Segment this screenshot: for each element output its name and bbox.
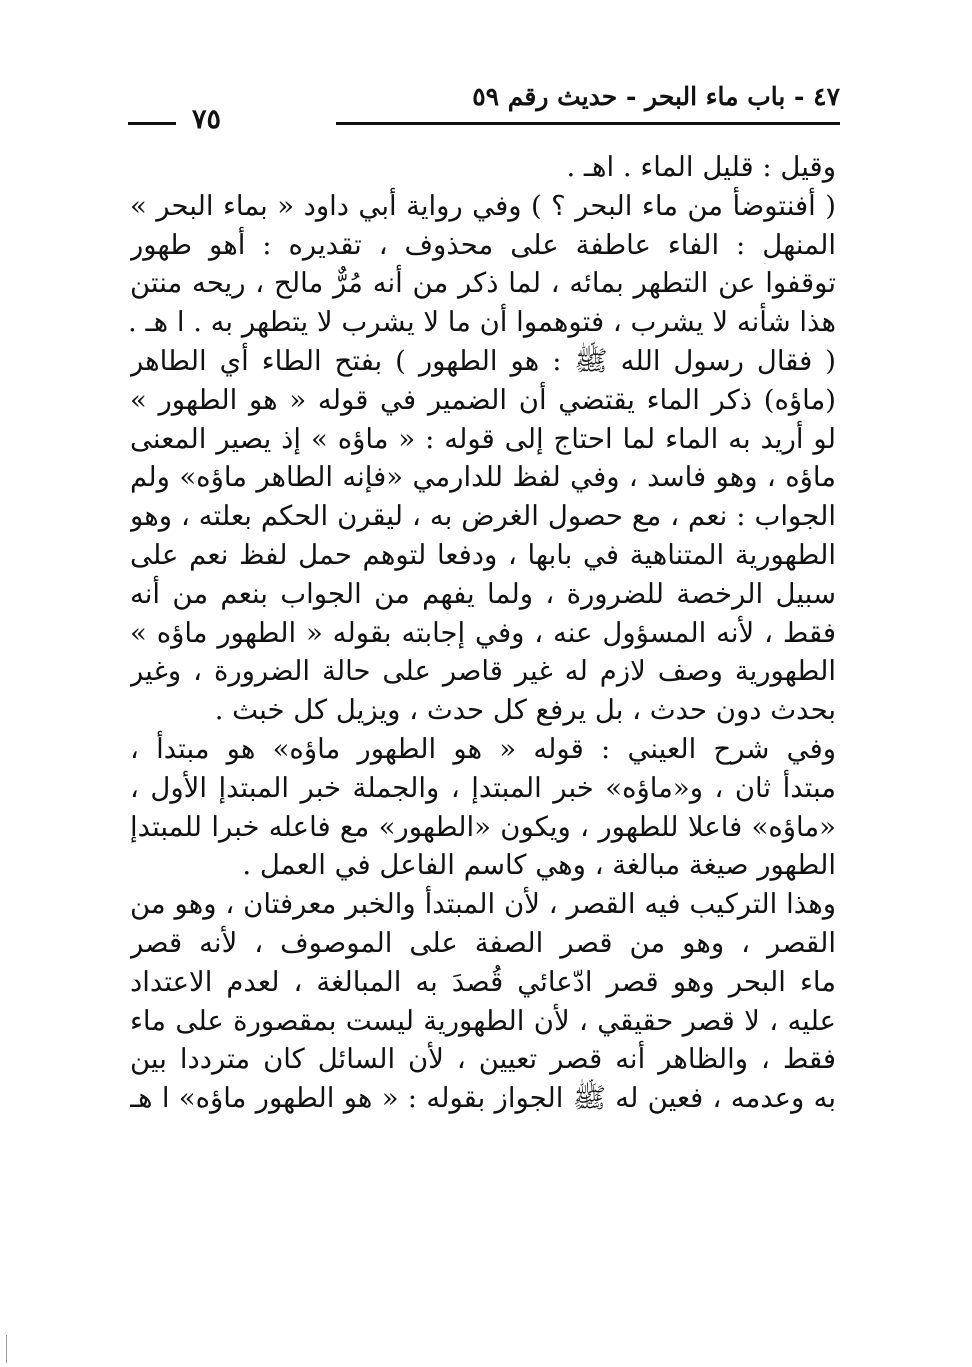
text-line: المنهل : الفاء عاطفة على محذوف ، تقديره : أهو طهور: [130, 228, 836, 261]
text-line: ( أفنتوضأ من ماء البحر ؟ ) وفي رواية أبي داود « بماء البحر »: [130, 189, 836, 222]
page-number: ٧٥: [192, 104, 222, 135]
text-line: فقط ، والظاهر أنه قصر تعيين ، لأن السائل كان مترددا بين: [130, 1043, 836, 1076]
scan-edge-mark: [6, 1335, 7, 1363]
text-line: ماء البحر وهو قصر ادّعائي قُصدَ به المبالغة ، لعدم الاعتداد: [130, 965, 836, 998]
text-line: بحدث دون حدث ، بل يرفع كل حدث ، ويزيل كل خبث .: [214, 694, 836, 727]
text-line: ( فقال رسول الله ﷺ : هو الطهور ) بفتح الطاء أي الطاهر: [130, 344, 836, 377]
text-line: (ماؤه) ذكر الماء يقتضي أن الضمير في قوله « هو الطهور »: [130, 383, 836, 416]
text-line: لو أريد به الماء لما احتاج إلى قوله : « ماؤه » إذ يصير المعنى: [130, 422, 836, 455]
text-line: «ماؤه» فاعلا للطهور ، ويكون «الطهور» مع فاعله خبرا للمبتدإ: [130, 810, 836, 843]
text-line: عليه ، لا قصر حقيقي ، لأن الطهورية ليست بمقصورة على ماء: [130, 1004, 836, 1037]
text-line: الطهور صيغة مبالغة ، وهي كاسم الفاعل في العمل .: [242, 849, 836, 882]
text-line: الطهورية المتناهية في بابها ، ودفعا لتوهم حمل لفظ نعم على: [130, 538, 836, 571]
text-line: الطهورية وصف لازم له غير قاصر على حالة الضرورة ، وغير: [130, 655, 836, 688]
running-title: ٤٧ - باب ماء البحر - حديث رقم ٥٩: [472, 82, 840, 111]
text-line: توقفوا عن التطهر بمائه ، لما ذكر من أنه مُرٌّ مالح ، ريحه منتن: [130, 267, 836, 300]
text-line: القصر ، وهو من قصر الصفة على الموصوف ، لأنه قصر: [130, 926, 836, 959]
text-line: ماؤه ، وهو فاسد ، وفي لفظ للدارمي «فإنه الطاهر ماؤه» ولم: [130, 461, 836, 494]
header-rule: [336, 122, 840, 125]
text-line: وفي شرح العيني : قوله « هو الطهور ماؤه» هو مبتدأ ،: [130, 732, 836, 765]
text-line: سبيل الرخصة للضرورة ، ولما يفهم من الجواب بنعم من أنه: [130, 577, 836, 610]
text-line: به وعدمه ، فعين له ﷺ الجواز بقوله : « هو الطهور ماؤه» ا هـ: [130, 1082, 836, 1115]
page-header: [128, 82, 840, 134]
text-line: وقيل : قليل الماء . اهـ .: [566, 151, 836, 183]
text-line: فقط ، لأنه المسؤول عنه ، وفي إجابته بقوله « الطهور ماؤه »: [130, 616, 836, 649]
text-line: مبتدأ ثان ، و«ماؤه» خبر المبتدإ ، والجملة خبر المبتدإ الأول ،: [130, 771, 836, 804]
text-line: وهذا التركيب فيه القصر ، لأن المبتدأ والخبر معرفتان ، وهو من: [130, 888, 836, 921]
header-rule-short: [128, 122, 176, 125]
text-line: الجواب : نعم ، مع حصول الغرض به ، ليقرن الحكم بعلته ، وهو: [130, 500, 836, 533]
text-line: هذا شأنه لا يشرب ، فتوهموا أن ما لا يشرب لا يتطهر به . ا هـ .: [128, 306, 836, 339]
page-body: [130, 148, 836, 1118]
